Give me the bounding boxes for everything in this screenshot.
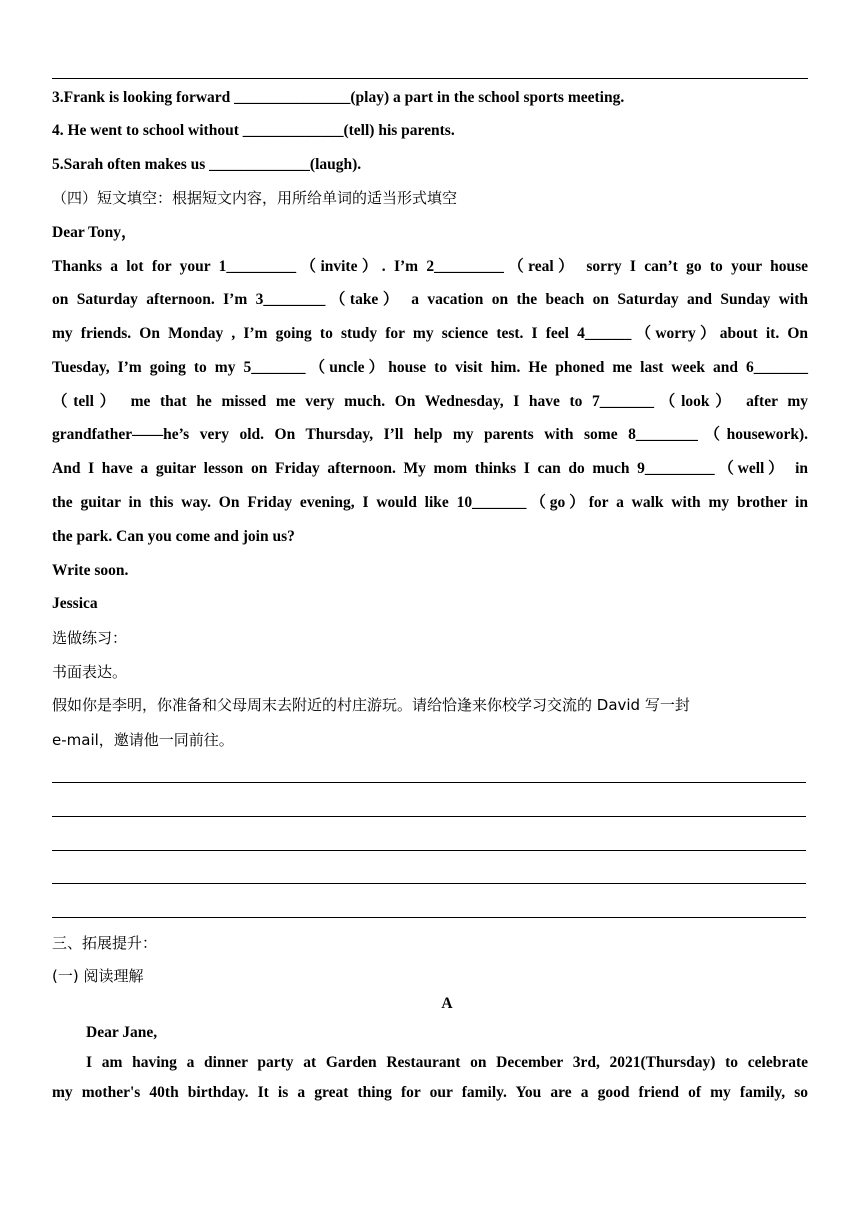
passage-line-1: I am having a dinner party at Garden Restaurant on December 3rd, 2021(Thursday) to celebrate [86, 1054, 808, 1071]
question-5: 5.Sarah often makes us _____________(laugh). [52, 156, 362, 173]
writing-prompt-line-2: e-mail，邀请他一同前往。 [52, 731, 234, 749]
letter-line-1: Thanks a lot for your 1_________（invite）. I’m 2_________（real） sorry I can’t go to your house [52, 258, 808, 275]
answer-line [52, 917, 806, 918]
letter-greeting: Dear Tony， [52, 224, 137, 241]
section-3-title: 三、拓展提升： [52, 934, 158, 952]
top-rule [52, 78, 808, 79]
answer-line [52, 816, 806, 817]
answer-line [52, 883, 806, 884]
writing-prompt-line-1: 假如你是李明，你准备和父母周末去附近的村庄游玩。请给恰逢来你校学习交流的 David 写一封 [52, 696, 690, 714]
letter-signature: Jessica [52, 595, 98, 612]
letter-line-5: （tell） me that he missed me very much. On Wednesday, I have to 7_______（look） after my [52, 393, 808, 410]
letter-line-6: grandfather——he’s very old. On Thursday, I’ll help my parents with some 8________（housework). [52, 426, 808, 443]
letter-line-7: And I have a guitar lesson on Friday afternoon. My mom thinks I can do much 9_________（well） in [52, 460, 808, 477]
letter-line-3: my friends. On Monday , I’m going to study for my science test. I feel 4______（worry）about it. On [52, 325, 808, 342]
letter-line-9: the park. Can you come and join us? [52, 528, 295, 545]
question-3: 3.Frank is looking forward _______________(play) a part in the school sports meeting. [52, 89, 625, 106]
section-4-title: （四）短文填空：根据短文内容，用所给单词的适当形式填空 [52, 189, 458, 207]
passage-greeting: Dear Jane, [86, 1024, 158, 1041]
reading-comprehension-title: (一) 阅读理解 [52, 967, 144, 985]
question-4: 4. He went to school without _____________(tell) his parents. [52, 122, 455, 139]
optional-practice-label: 选做练习： [52, 629, 128, 647]
answer-line [52, 782, 806, 783]
letter-line-8: the guitar in this way. On Friday evening, I would like 10_______（go）for a walk with my brother in [52, 494, 808, 511]
letter-closing: Write soon. [52, 562, 129, 579]
letter-line-2: on Saturday afternoon. I’m 3________（take） a vacation on the beach on Saturday and Sunday with [52, 291, 808, 308]
letter-line-4: Tuesday, I’m going to my 5_______（uncle）house to visit him. He phoned me last week and 6_______ [52, 359, 808, 376]
passage-line-2: my mother's 40th birthday. It is a great thing for our family. You are a good friend of my family, so [52, 1084, 808, 1101]
passage-label: A [441, 995, 453, 1012]
answer-line [52, 850, 806, 851]
writing-task-label: 书面表达。 [52, 663, 128, 681]
